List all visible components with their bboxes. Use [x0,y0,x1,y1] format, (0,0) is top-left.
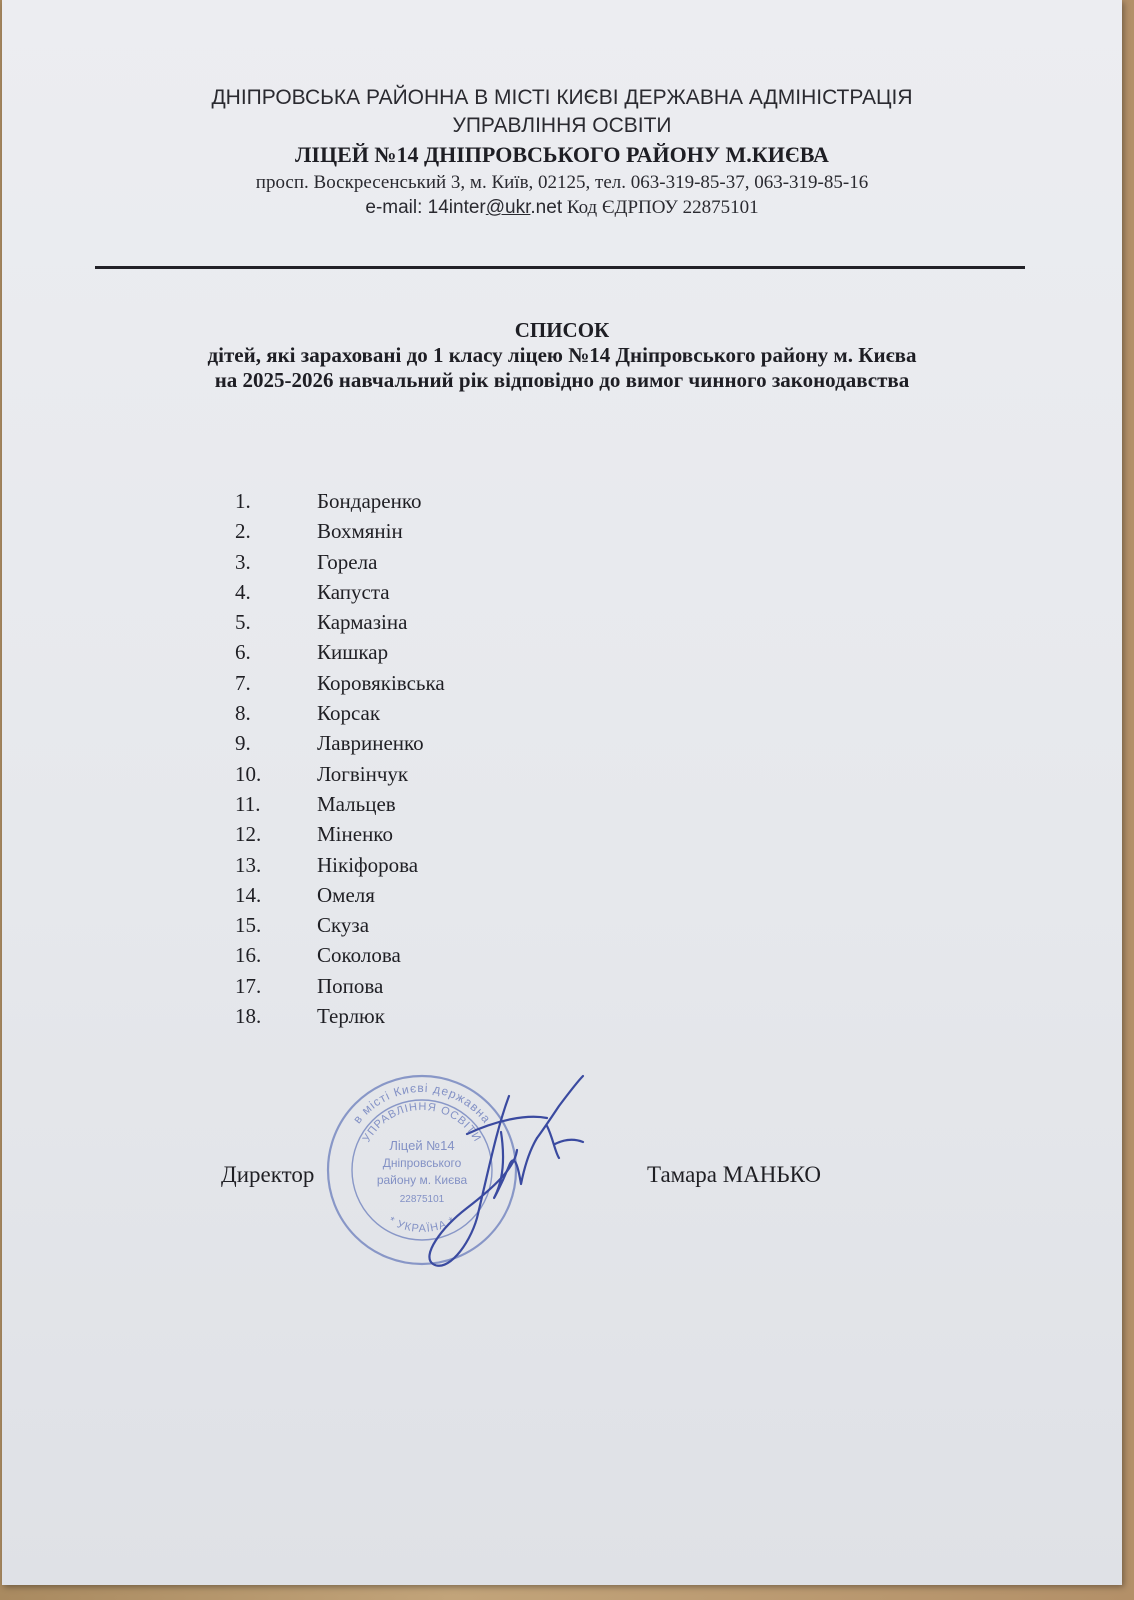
contact-line [2,195,1122,220]
email-link: @ukr [485,197,531,218]
student-number: 12. [235,822,262,847]
student-number: 11. [235,791,261,816]
student-number: 6. [235,640,251,665]
title-line-2: на 2025-2026 навчальний рік відповідно до вимог чинного законодавства [214,368,910,392]
student-list-item [235,1001,445,1031]
student-number: 15. [235,913,262,938]
stamp-code: 22875101 [399,1194,445,1205]
student-number: 5. [235,610,251,635]
student-surname: Капуста [317,579,390,604]
title-heading: СПИСОК [514,318,610,342]
student-number: 14. [235,882,262,907]
student-list-item [235,516,445,546]
title-line-1: дітей, які зараховані до 1 класу ліцею №14 Дніпровського району м. Києва [207,343,917,367]
email-suffix: .net [530,197,563,218]
student-surname: Вохмянін [317,519,403,544]
student-surname: Міненко [317,822,393,847]
student-surname: Омеля [317,882,375,907]
student-surname: Кармазіна [317,610,408,635]
student-list-item [235,607,445,637]
student-list-item [235,637,445,667]
student-surname: Бондаренко [317,489,422,513]
email-prefix: e-mail: 14inter [365,197,486,218]
student-list-item [235,880,445,910]
stamp-bottom-text: * УКРАЇНА * [386,1214,458,1235]
student-number: 2. [235,519,251,544]
student-surname: Скуза [317,913,370,938]
student-surname: Терлюк [317,1004,385,1029]
document-title [2,318,1122,393]
student-surname: Попова [317,973,384,998]
student-list-item [235,789,445,819]
student-list-item [235,668,445,698]
stamp-department-text: УПРАВЛІННЯ ОСВІТИ [360,1100,484,1145]
student-number: 4. [235,579,251,604]
student-surname: Соколова [317,943,401,968]
student-surname: Кишкар [317,640,389,665]
document-page [2,0,1122,1585]
student-surname: Коровяківська [317,670,445,695]
student-surname: Мальцев [317,791,396,816]
stamp-center-line-3: району м. Києва [376,1173,468,1187]
student-list-item [235,698,445,728]
school-address: просп. Воскресенський 3, м. Київ, 02125, тел. 063-319-85-37, 063-319-85-16 [255,172,869,193]
letterhead [2,84,1122,220]
student-list-item [235,910,445,940]
student-surname: Лавриненко [317,731,424,756]
student-list-item [235,850,445,880]
student-list-item [235,577,445,607]
student-number: 17. [235,973,262,998]
student-list-item [235,759,445,789]
edrpou-code: Код ЄДРПОУ 22875101 [566,197,759,218]
student-number: 3. [235,549,251,574]
student-number: 16. [235,943,262,968]
student-surname: Логвінчук [317,761,409,786]
student-list-item [235,971,445,1001]
student-list-item [235,547,445,577]
student-list-item [235,819,445,849]
student-number: 10. [235,761,262,786]
student-surname: Горела [317,549,378,574]
education-department: УПРАВЛІННЯ ОСВІТИ [452,114,672,137]
header-divider [95,266,1025,269]
student-list-item [235,940,445,970]
student-surname: Нікіфорова [317,852,419,877]
director-label: Директор [221,1162,315,1187]
student-list [235,486,445,1031]
student-number: 7. [235,670,251,695]
student-list-item [235,486,445,516]
student-number: 1. [235,489,251,513]
district-administration: ДНІПРОВСЬКА РАЙОННА В МІСТІ КИЄВІ ДЕРЖАВНА АДМІНІСТРАЦІЯ [211,86,913,109]
director-signature-icon [397,1068,607,1278]
student-surname: Корсак [317,701,381,726]
student-list-item [235,728,445,758]
student-number: 13. [235,852,262,877]
stamp-center-line-2: Дніпровського [382,1156,462,1170]
stamp-outer-text: в місті Києві державна [350,1080,494,1127]
student-number: 18. [235,1004,262,1029]
director-name: Тамара МАНЬКО [647,1162,822,1187]
stamp-center-line-1: Ліцей №14 [389,1138,455,1153]
student-number: 9. [235,731,251,756]
student-number: 8. [235,701,251,726]
school-name: ЛІЦЕЙ №14 ДНІПРОВСЬКОГО РАЙОНУ М.КИЄВА [295,142,829,167]
